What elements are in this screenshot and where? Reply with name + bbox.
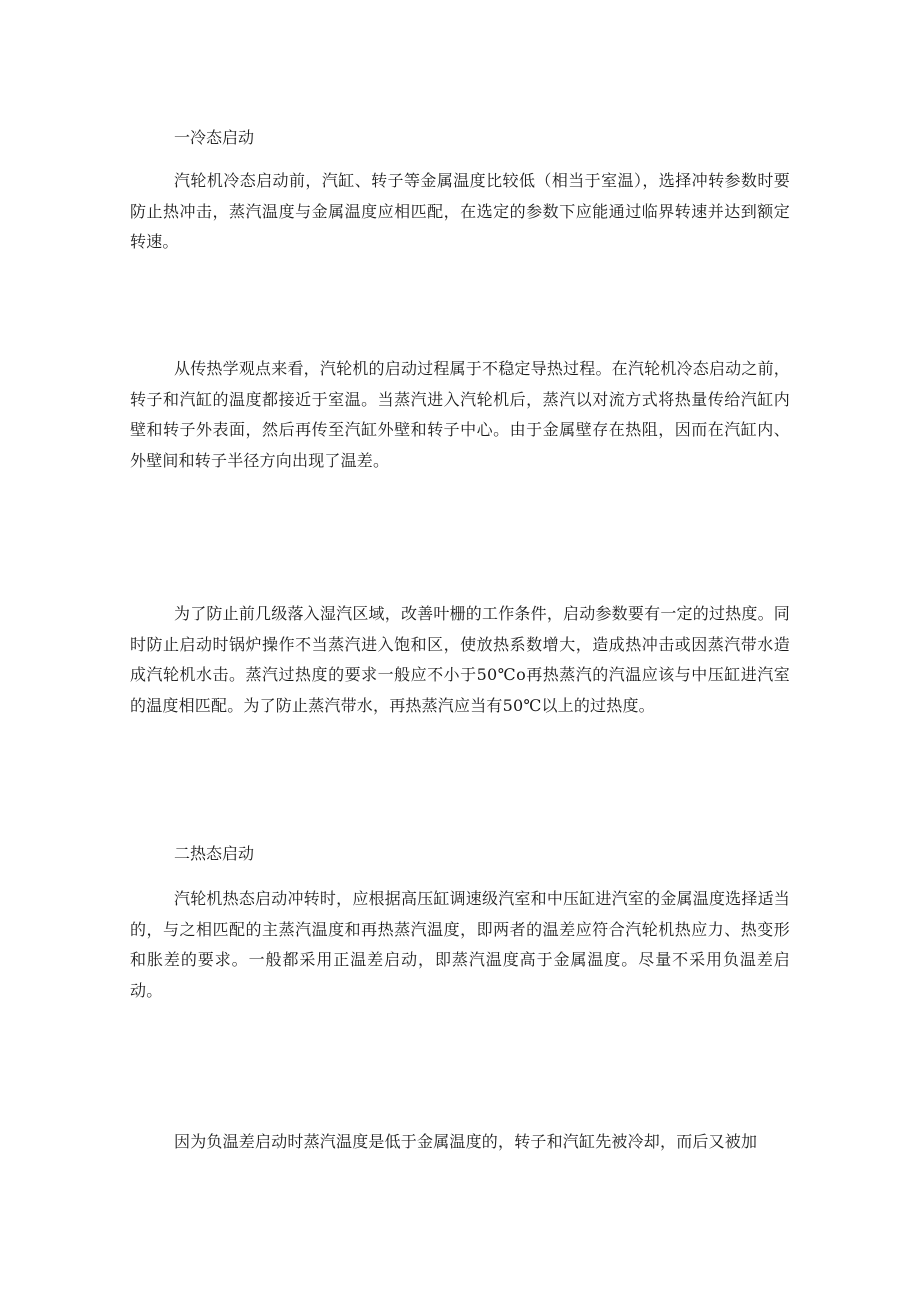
paragraph-hot-start-intro: 汽轮机热态启动冲转时，应根据高压缸调速级汽室和中压缸进汽室的金属温度选择适当的，与之相匹配的主蒸汽温度和再热蒸汽温度，即两者的温差应符合汽轮机热应力、热变形和胀差的要求。一般都采用正温差启动，即蒸汽温度高于金属温度。尽量不采用负温差启动。 bbox=[130, 889, 790, 1000]
section-heading-hot-start: 二热态启动 bbox=[174, 844, 255, 863]
paragraph-cold-start-intro: 汽轮机冷态启动前，汽缸、转子等金属温度比较低（相当于室温），选择冲转参数时要防止热冲击，蒸汽温度与金属温度应相匹配，在选定的参数下应能通过临界转速并达到额定转速。 bbox=[130, 171, 790, 251]
paragraph-superheat: 为了防止前几级落入湿汽区域，改善叶栅的工作条件，启动参数要有一定的过热度。同时防止启动时锅炉操作不当蒸汽进入饱和区，使放热系数增大，造成热冲击或因蒸汽带水造成汽轮机水击。蒸汽过热度的要求一般应不小于50℃o再热蒸汽的汽温应该与中压缸进汽室的温度相匹配。为了防止蒸汽带水，再热蒸汽应当有50℃以上的过热度。 bbox=[130, 604, 790, 715]
paragraph-negative-temp-diff: 因为负温差启动时蒸汽温度是低于金属温度的，转子和汽缸先被冷却，而后又被加 bbox=[174, 1132, 758, 1151]
section-heading-cold-start: 一冷态启动 bbox=[174, 128, 255, 147]
paragraph-heat-transfer: 从传热学观点来看，汽轮机的启动过程属于不稳定导热过程。在汽轮机冷态启动之前，转子和汽缸的温度都接近于室温。当蒸汽进入汽轮机后，蒸汽以对流方式将热量传给汽缸内壁和转子外表面，然后再传至汽缸外壁和转子中心。由于金属壁存在热阻，因而在汽缸内、外壁间和转子半径方向出现了温差。 bbox=[130, 359, 790, 470]
